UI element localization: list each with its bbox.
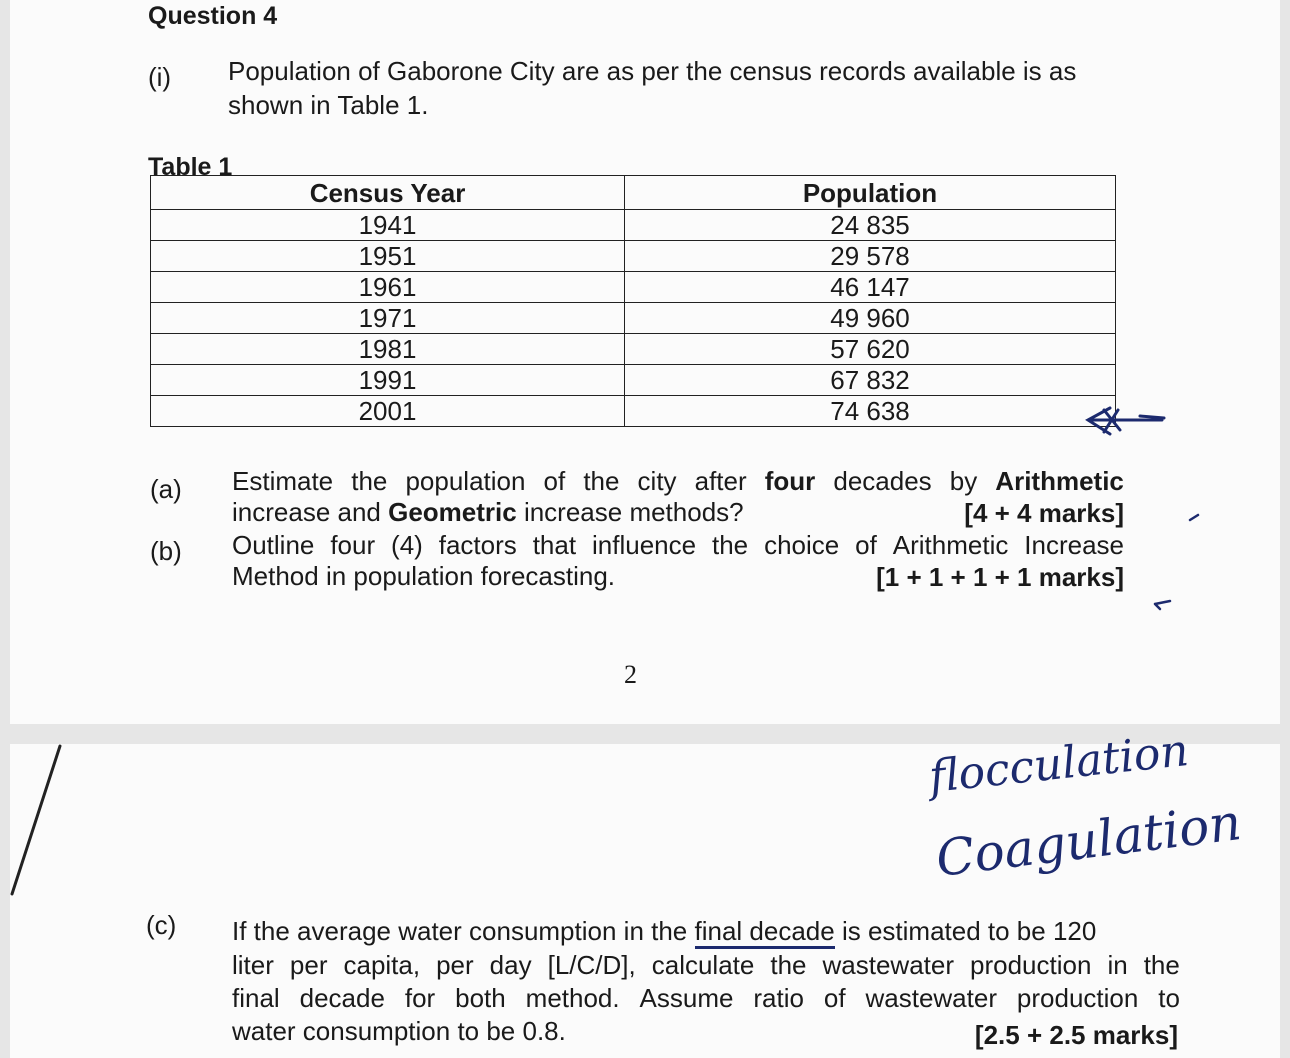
- pen-tick-mark: [1188, 512, 1202, 524]
- word: that: [532, 530, 577, 560]
- cell-year: 1971: [151, 303, 625, 334]
- cell-population: 49 960: [625, 303, 1116, 334]
- pen-underlined-text: final decade: [695, 916, 835, 949]
- part-b-line1: [232, 530, 1124, 560]
- emphasis-word: Arithmetic: [995, 466, 1124, 496]
- part-i-line1: Population of Gaborone City are as per the census records available is as: [228, 56, 1077, 86]
- word: of: [823, 983, 846, 1013]
- part-i-label: (i): [148, 62, 172, 92]
- word: ratio: [753, 983, 804, 1013]
- text-run: increase and: [232, 497, 389, 527]
- word: population: [405, 466, 526, 496]
- part-c-line3: [232, 983, 1180, 1013]
- word: the: [1143, 950, 1180, 980]
- word: Arithmetic: [892, 530, 1009, 560]
- word: production: [1016, 983, 1139, 1013]
- text-run: is estimated to be 120: [834, 916, 1097, 946]
- word: of: [855, 530, 877, 560]
- table-caption: Table 1: [148, 153, 233, 181]
- part-b-label: (b): [150, 536, 182, 566]
- word: choice: [764, 530, 840, 560]
- cell-year: 1951: [151, 241, 625, 272]
- word: day: [489, 950, 532, 980]
- word: (4): [391, 530, 423, 560]
- pen-arrow-scribble: [1080, 400, 1170, 440]
- word: four: [330, 530, 376, 560]
- table-row: [151, 396, 1116, 427]
- part-c-line1: [232, 916, 1096, 946]
- pen-tick-mark: [1152, 596, 1174, 612]
- part-c-label: (c): [146, 910, 177, 940]
- handwritten-word: flocculation: [926, 725, 1191, 803]
- part-b-marks: [1 + 1 + 1 + 1 marks]: [876, 562, 1124, 592]
- part-c-line2: [232, 950, 1180, 980]
- table-row: [151, 210, 1116, 241]
- cell-year: 1991: [151, 365, 625, 396]
- word: Increase: [1024, 530, 1124, 560]
- cell-population: 74 638: [625, 396, 1116, 427]
- part-i-line2: shown in Table 1.: [228, 90, 429, 120]
- part-a-marks: [4 + 4 marks]: [964, 498, 1124, 528]
- part-a-line1: [232, 466, 1124, 496]
- word: factors: [438, 530, 517, 560]
- word: by: [949, 466, 978, 496]
- text-run: increase methods?: [516, 497, 744, 527]
- part-c-line4: water consumption to be 0.8.: [232, 1016, 566, 1046]
- cell-year: 1961: [151, 272, 625, 303]
- word: Estimate: [232, 466, 334, 496]
- cell-year: 2001: [151, 396, 625, 427]
- handwritten-word: Coagulation: [932, 793, 1245, 888]
- word: the: [583, 466, 620, 496]
- emphasis-word: four: [764, 466, 816, 496]
- word: both: [455, 983, 506, 1013]
- cell-population: 24 835: [625, 210, 1116, 241]
- word: method.: [525, 983, 620, 1013]
- cell-year: 1981: [151, 334, 625, 365]
- cell-population: 29 578: [625, 241, 1116, 272]
- word: the: [712, 530, 749, 560]
- part-a-line2: [232, 497, 744, 527]
- emphasis-word: Geometric: [388, 497, 517, 527]
- word: the: [351, 466, 388, 496]
- table-row: [151, 303, 1116, 334]
- part-a-label: (a): [150, 474, 182, 504]
- word: in: [1107, 950, 1128, 980]
- page-number: 2: [624, 660, 637, 689]
- word: to: [1158, 983, 1180, 1013]
- table-header-row: [151, 176, 1116, 210]
- word: decade: [299, 983, 385, 1013]
- word: wastewater: [865, 983, 997, 1013]
- table-row: [151, 272, 1116, 303]
- word: Assume: [639, 983, 734, 1013]
- population-table: [150, 175, 1116, 427]
- table-row: [151, 241, 1116, 272]
- cell-population: 46 147: [625, 272, 1116, 303]
- word: the: [770, 950, 807, 980]
- table-row: [151, 365, 1116, 396]
- word: final: [232, 983, 280, 1013]
- table-row: [151, 334, 1116, 365]
- word: per: [436, 950, 474, 980]
- question-title: Question 4: [148, 2, 278, 30]
- cell-year: 1941: [151, 210, 625, 241]
- word: Outline: [232, 530, 315, 560]
- word: for: [404, 983, 436, 1013]
- word: production: [970, 950, 1092, 980]
- word: decades: [833, 466, 932, 496]
- word: city: [637, 466, 677, 496]
- word: per: [289, 950, 328, 980]
- text-run: If the average water consumption in the: [232, 916, 695, 946]
- pen-diagonal-stroke: [0, 744, 80, 914]
- header-census-year: Census Year: [151, 176, 625, 210]
- word: wastewater: [822, 950, 955, 980]
- word: capita,: [343, 950, 421, 980]
- cell-population: 67 832: [625, 365, 1116, 396]
- word: after: [694, 466, 747, 496]
- word: [L/C/D],: [547, 950, 636, 980]
- cell-population: 57 620: [625, 334, 1116, 365]
- word: influence: [592, 530, 697, 560]
- word: liter: [232, 950, 274, 980]
- part-c-marks: [2.5 + 2.5 marks]: [974, 1020, 1178, 1050]
- header-population: Population: [625, 176, 1116, 210]
- part-b-line2: Method in population forecasting.: [232, 561, 616, 591]
- word: of: [543, 466, 566, 496]
- word: calculate: [651, 950, 755, 980]
